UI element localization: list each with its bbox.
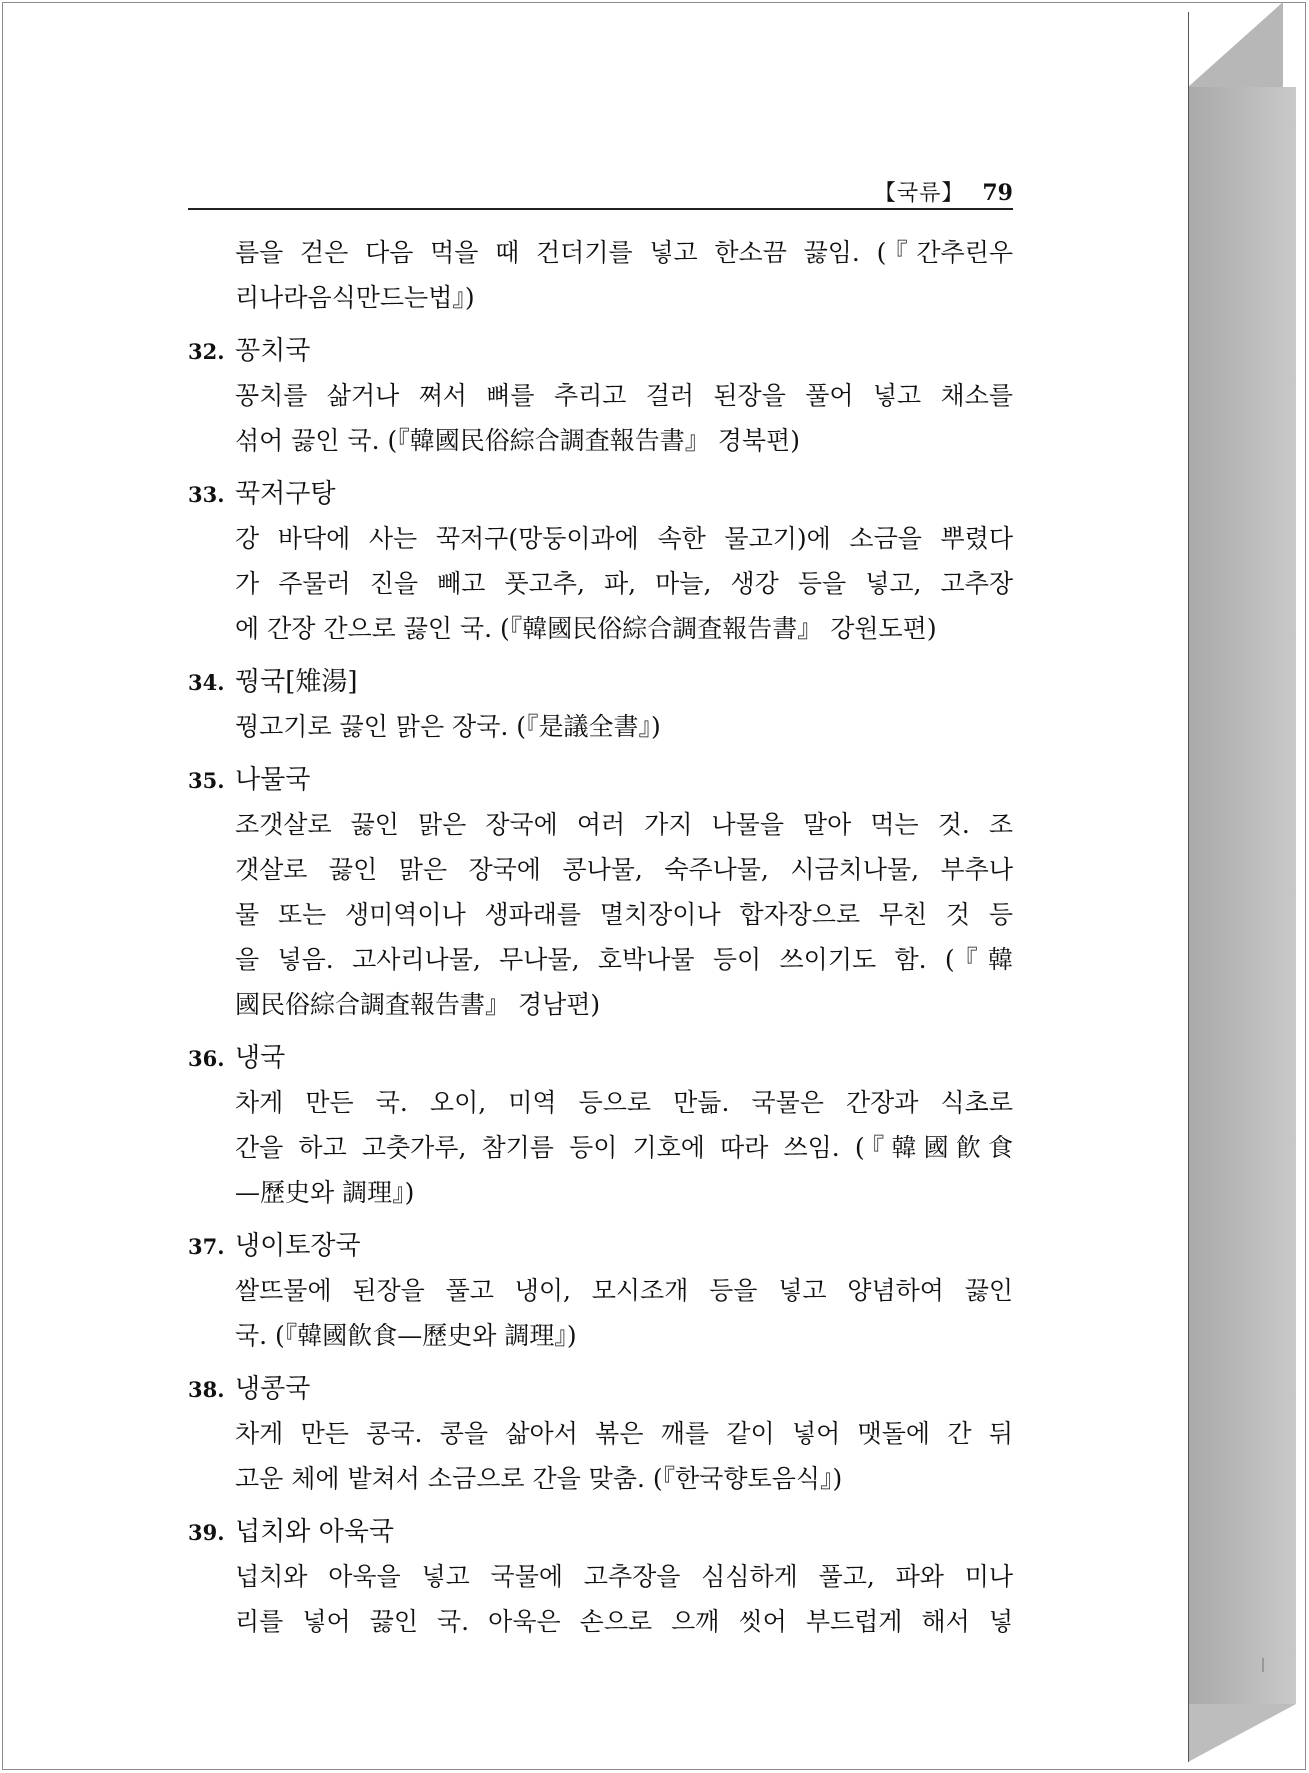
text-line: 꿩고기로 끓인 맑은 장국. (『是議全書』) xyxy=(235,712,661,741)
entry-number: 34. xyxy=(188,670,225,695)
text-line: 름을 걷은 다음 먹을 때 건더기를 넣고 한소끔 끓임. (『간추린우 xyxy=(235,238,1013,267)
text-line: 물 또는 생미역이나 생파래를 멸치장이나 합자장으로 무친 것 등 xyxy=(235,900,1013,929)
page-stack-top xyxy=(1188,2,1283,87)
text-line: 國民俗綜合調査報告書』 경남편) xyxy=(235,990,601,1019)
text-line: 에 간장 간으로 끓인 국. (『韓國民俗綜合調査報告書』 강원도편) xyxy=(235,614,937,643)
entry-title: 꽁치국 xyxy=(235,336,311,366)
page-number: 79 xyxy=(982,180,1013,206)
entry-heading xyxy=(188,1223,1013,1268)
entry-title: 꾹저구탕 xyxy=(235,479,336,509)
page-stack-bottom xyxy=(1188,1704,1296,1762)
text-line: —歷史와 調理』) xyxy=(235,1178,415,1207)
entry-title: 넙치와 아욱국 xyxy=(235,1517,394,1547)
entry-heading xyxy=(188,1366,1013,1411)
entry-title: 나물국 xyxy=(235,765,311,795)
entry-heading xyxy=(188,1035,1013,1080)
page-content xyxy=(188,230,1013,1644)
text-line: 차게 만든 콩국. 콩을 삶아서 볶은 깨를 같이 넣어 맷돌에 간 뒤 xyxy=(235,1419,1013,1448)
text-line: 리를 넣어 끓인 국. 아욱은 손으로 으깨 씻어 부드럽게 해서 넣 xyxy=(235,1607,1013,1636)
entry-title: 냉콩국 xyxy=(235,1374,311,1404)
entry-list xyxy=(188,328,1013,1644)
entry-33 xyxy=(188,471,1013,651)
text-line: 간을 하고 고춧가루, 참기름 등이 기호에 따라 쓰임. (『韓國飮食 xyxy=(235,1133,1013,1162)
entry-heading xyxy=(188,328,1013,373)
entry-heading xyxy=(188,757,1013,802)
text-line: 쌀뜨물에 된장을 풀고 냉이, 모시조개 등을 넣고 양념하여 끓인 xyxy=(235,1276,1013,1305)
text-line: 고운 체에 밭쳐서 소금으로 간을 맞춤. (『한국향토음식』) xyxy=(235,1464,843,1493)
entry-number: 36. xyxy=(188,1046,225,1071)
header-rule xyxy=(188,208,1013,210)
entry-34 xyxy=(188,659,1013,749)
entry-32 xyxy=(188,328,1013,463)
text-line: 국. (『韓國飮食—歷史와 調理』) xyxy=(235,1321,577,1350)
text-line: 리나라음식만드는법』) xyxy=(235,283,475,312)
text-line: 갯살로 끓인 맑은 장국에 콩나물, 숙주나물, 시금치나물, 부추나 xyxy=(235,855,1013,884)
entry-number: 32. xyxy=(188,339,225,364)
entry-38 xyxy=(188,1366,1013,1501)
running-header xyxy=(188,176,1013,210)
entry-36 xyxy=(188,1035,1013,1215)
entry-title: 냉이토장국 xyxy=(235,1231,361,1261)
entry-heading xyxy=(188,471,1013,516)
text-line: 넙치와 아욱을 넣고 국물에 고추장을 심심하게 풀고, 파와 미나 xyxy=(235,1562,1013,1591)
entry-number: 35. xyxy=(188,768,225,793)
page-edge-mark xyxy=(1262,1658,1264,1672)
entry-number: 38. xyxy=(188,1377,225,1402)
entry-number: 37. xyxy=(188,1234,225,1259)
entry-35 xyxy=(188,757,1013,1027)
entry-37 xyxy=(188,1223,1013,1358)
text-line: 섞어 끓인 국. (『韓國民俗綜合調査報告書』 경북편) xyxy=(235,426,800,455)
page-stack-edge xyxy=(1188,87,1296,1704)
text-line: 가 주물러 진을 빼고 풋고추, 파, 마늘, 생강 등을 넣고, 고추장 xyxy=(235,569,1013,598)
entry-title: 냉국 xyxy=(235,1043,286,1073)
entry-heading xyxy=(188,1509,1013,1554)
text-line: 을 넣음. 고사리나물, 무나물, 호박나물 등이 쓰이기도 함. (『韓 xyxy=(235,945,1013,974)
section-title: 【국류】 xyxy=(873,181,965,206)
text-line: 차게 만든 국. 오이, 미역 등으로 만듦. 국물은 간장과 식초로 xyxy=(235,1088,1013,1117)
text-line: 조갯살로 끓인 맑은 장국에 여러 가지 나물을 말아 먹는 것. 조 xyxy=(235,810,1013,839)
entry-number: 33. xyxy=(188,482,225,507)
entry-number: 39. xyxy=(188,1520,225,1545)
text-line: 강 바닥에 사는 꾹저구(망둥이과에 속한 물고기)에 소금을 뿌렸다 xyxy=(235,524,1013,553)
text-line: 꽁치를 삶거나 쪄서 뼈를 추리고 걸러 된장을 풀어 넣고 채소를 xyxy=(235,381,1013,410)
entry-heading xyxy=(188,659,1013,704)
entry-title: 꿩국[雉湯] xyxy=(235,667,358,697)
intro-paragraph xyxy=(188,230,1013,320)
entry-39 xyxy=(188,1509,1013,1644)
